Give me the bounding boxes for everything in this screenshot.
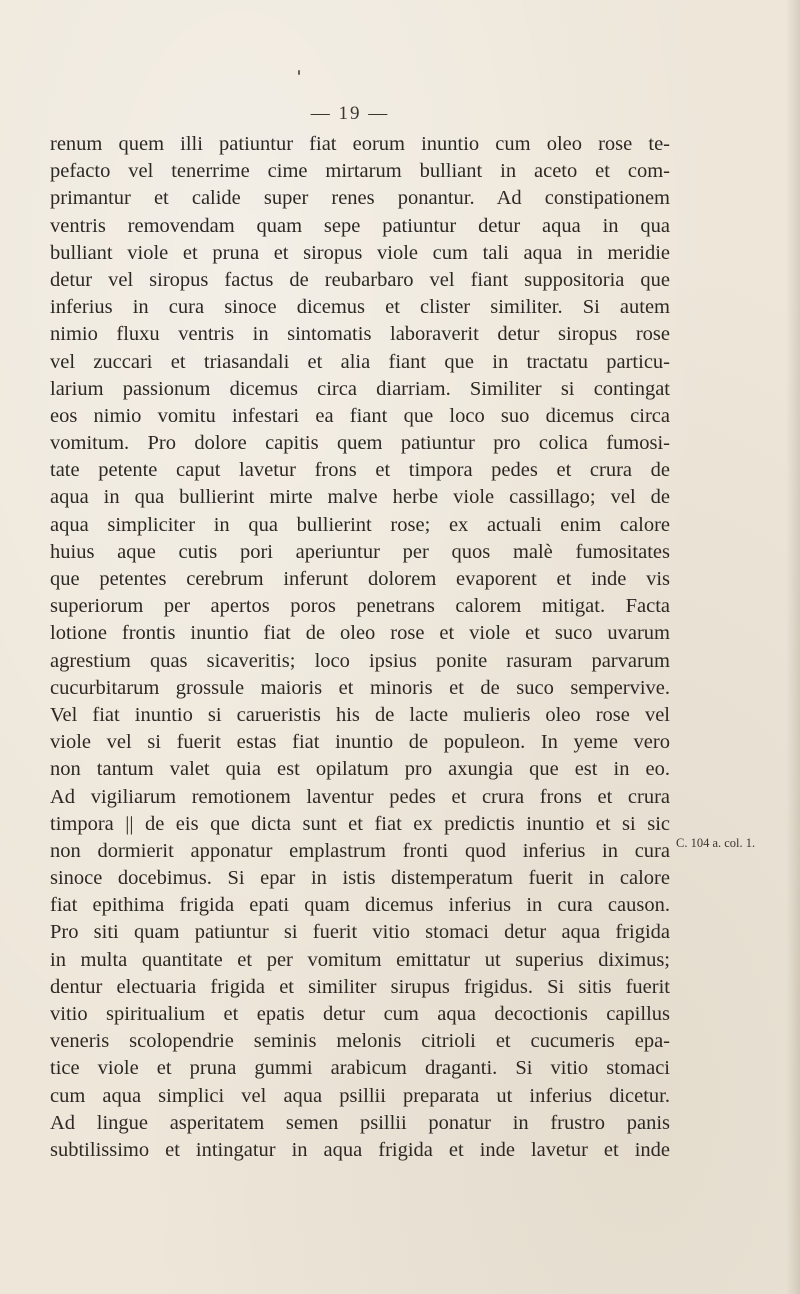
text-line: cucurbitarum grossule maioris et minoris et de suco sempervive. xyxy=(50,676,670,699)
text-line: tice viole et pruna gummi arabicum draganti. Si vitio stomaci xyxy=(50,1057,670,1080)
page-edge-shadow xyxy=(786,0,800,1294)
text-line: ventris removendam quam sepe patiuntur detur aqua in qua xyxy=(50,214,670,237)
text-line: agrestium quas sicaveritis; loco ipsius ponite rasuram parvarum xyxy=(50,649,670,672)
text-line: pefacto vel tenerrime cime mirtarum bulliant in aceto et com- xyxy=(50,160,670,183)
text-line: sinoce docebimus. Si epar in istis distemperatum fuerit in calore xyxy=(50,867,670,890)
text-line: vomitum. Pro dolore capitis quem patiuntur pro colica fumosi- xyxy=(50,432,670,455)
text-line: in multa quantitate et per vomitum emittatur ut superius diximus; xyxy=(50,948,670,971)
text-line: cum aqua simplici vel aqua psillii preparata ut inferius dicetur. xyxy=(50,1084,670,1107)
text-line: Vel fiat inuntio si carueristis his de lacte mulieris oleo rose vel xyxy=(50,703,670,726)
text-line: Pro siti quam patiuntur si fuerit vitio stomaci detur aqua frigida xyxy=(50,921,670,944)
text-line: Ad vigiliarum remotionem laventur pedes et crura frons et crura xyxy=(50,785,670,808)
page-number: — 19 — xyxy=(310,103,390,124)
text-line: huius aque cutis pori aperiuntur per quos malè fumositates xyxy=(50,540,670,563)
text-line: eos nimio vomitu infestari ea fiant que loco suo dicemus circa xyxy=(50,404,670,427)
text-line: que petentes cerebrum inferunt dolorem evaporent et inde vis xyxy=(50,568,670,590)
text-line: inferius in cura sinoce dicemus et clister similiter. Si autem xyxy=(50,296,670,319)
ink-speck xyxy=(298,70,300,75)
text-line: superiorum per apertos poros penetrans calorem mitigat. Facta xyxy=(50,595,670,618)
text-line: detur vel siropus factus de reubarbaro vel fiant suppositoria que xyxy=(50,268,670,291)
margin-reference-note: C. 104 a. col. 1. xyxy=(676,836,756,850)
text-line: non dormierit apponatur emplastrum fronti quod inferius in cura xyxy=(50,839,670,862)
text-line: aqua simpliciter in qua bullierint rose; ex actuali enim calore xyxy=(50,513,670,536)
text-line: vel zuccari et triasandali et alia fiant que in tractatu particu- xyxy=(50,350,670,373)
text-line: primantur et calide super renes ponantur. Ad constipationem xyxy=(50,187,670,210)
text-line: renum quem illi patiuntur fiat eorum inuntio cum oleo rose te- xyxy=(50,133,670,155)
text-line: non tantum valet quia est opilatum pro axungia que est in eo. xyxy=(50,758,670,781)
text-line: subtilissimo et intingatur in aqua frigida et inde lavetur et inde xyxy=(50,1138,670,1161)
text-line: dentur electuaria frigida et similiter sirupus frigidus. Si sitis fuerit xyxy=(50,975,670,998)
text-line: lotione frontis inuntio fiat de oleo rose et viole et suco uvarum xyxy=(50,622,670,645)
body-text xyxy=(50,131,670,1164)
text-line: timpora || de eis que dicta sunt et fiat ex predictis inuntio et si sic xyxy=(50,812,670,835)
text-line: fiat epithima frigida epati quam dicemus inferius in cura causon. xyxy=(50,894,670,917)
text-line: larium passionum dicemus circa diarriam. Similiter si contingat xyxy=(50,377,670,400)
text-line: aqua in qua bullierint mirte malve herbe viole cassillago; vel de xyxy=(50,486,670,509)
text-line: Ad lingue asperitatem semen psillii ponatur in frustro panis xyxy=(50,1111,670,1134)
text-line: veneris scolopendrie seminis melonis citrioli et cucumeris epa- xyxy=(50,1030,670,1053)
text-line: viole vel si fuerit estas fiat inuntio de populeon. In yeme vero xyxy=(50,731,670,754)
text-line: nimio fluxu ventris in sintomatis laboraverit detur siropus rose xyxy=(50,323,670,346)
text-line: vitio spiritualium et epatis detur cum aqua decoctionis capillus xyxy=(50,1003,670,1025)
text-line: tate petente caput lavetur frons et timpora pedes et crura de xyxy=(50,459,670,482)
text-line: bulliant viole et pruna et siropus viole cum tali aqua in meridie xyxy=(50,241,670,264)
